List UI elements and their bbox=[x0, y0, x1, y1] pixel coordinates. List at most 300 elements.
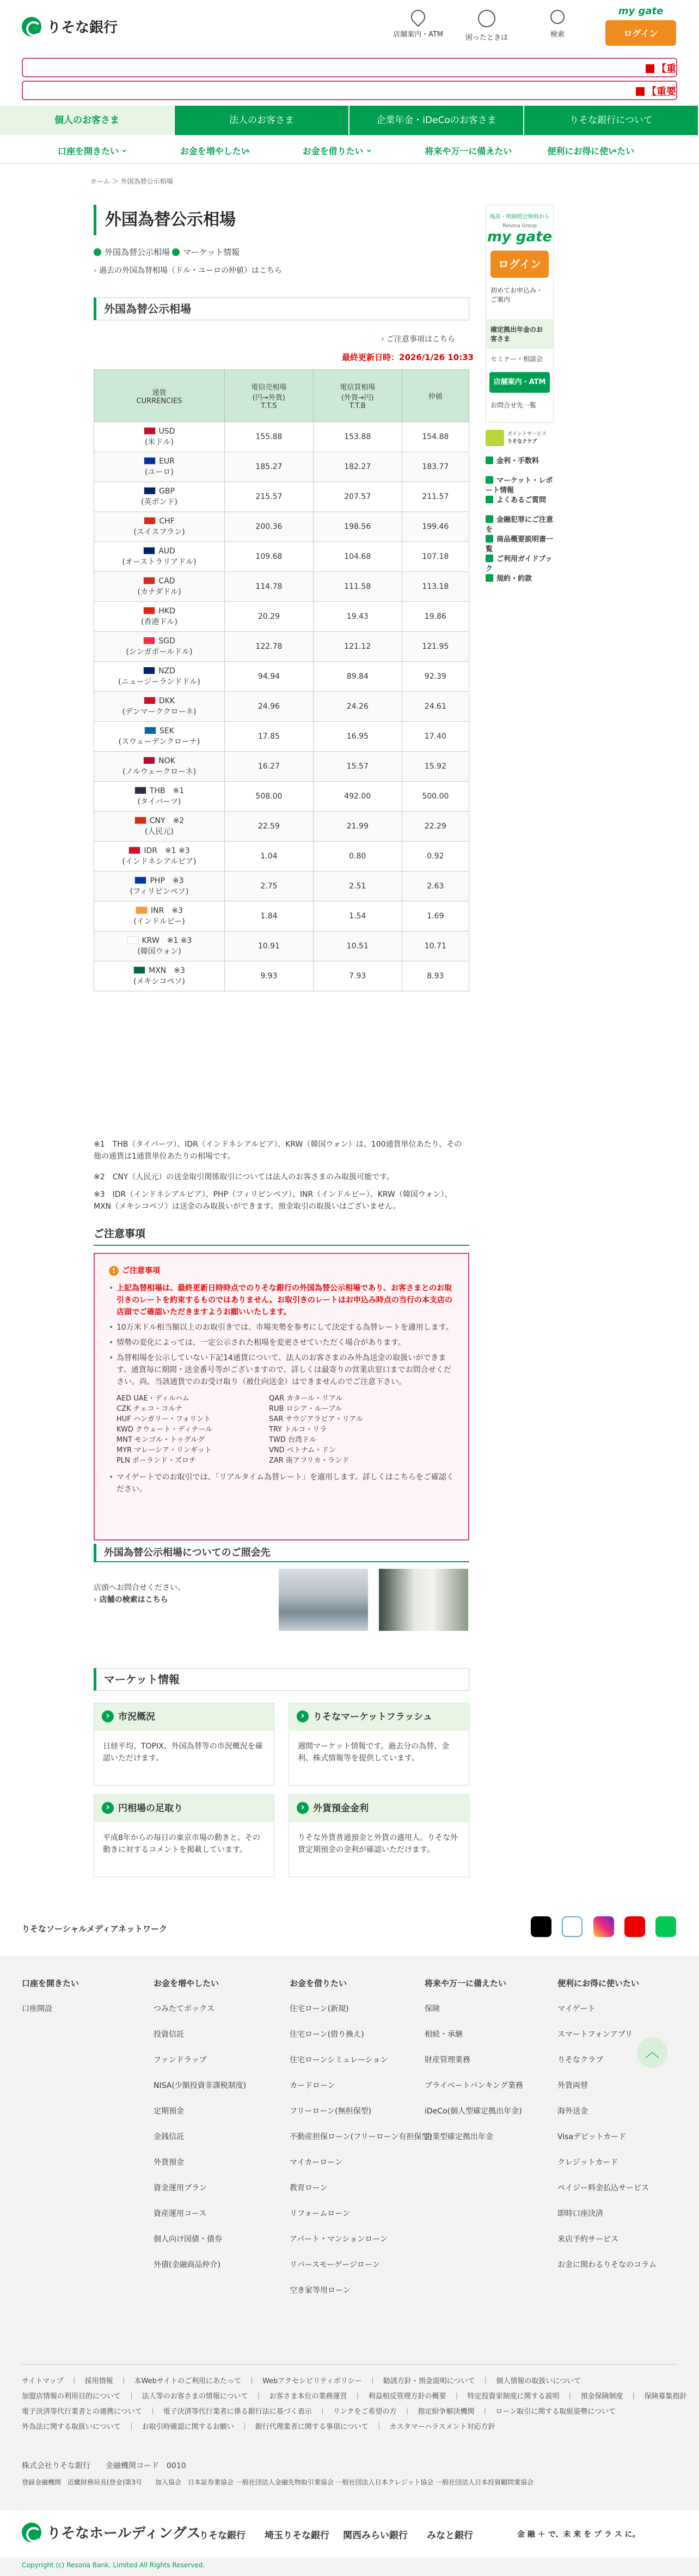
gnav-personal[interactable]: 個人のお客さま bbox=[0, 106, 175, 135]
market-card-text: 日経平均、TOPIX、外国為替等の市況概況を確認いただけます。 bbox=[103, 1742, 263, 1763]
group-bank[interactable]: りそな銀行 bbox=[199, 2530, 246, 2541]
flag-icon bbox=[143, 607, 155, 614]
currency-cell bbox=[94, 961, 225, 991]
currency-name: (タイバーツ) bbox=[137, 797, 181, 806]
rate-mid: 121.95 bbox=[402, 632, 469, 662]
sidebar-mygate-box bbox=[486, 205, 554, 423]
footer-column bbox=[290, 1977, 432, 2310]
currency-item: SAR サウジアラビア・リアル bbox=[269, 1415, 364, 1423]
mygate-brand: Resona Group bbox=[502, 223, 537, 229]
rate-mid: 8.93 bbox=[402, 961, 469, 991]
rate-mid: 183.77 bbox=[402, 452, 469, 482]
currency-name: (スウェーデンクローナ) bbox=[118, 738, 200, 746]
currency-code: CHF bbox=[159, 517, 175, 526]
rate-mid: 211.57 bbox=[402, 482, 469, 512]
rate-tts: 10.91 bbox=[225, 931, 314, 961]
footer-link[interactable]: 口座開設 bbox=[22, 2005, 52, 2013]
footnote-1: ※1 THB（タイバーツ）、IDR（インドネシアルピア）、KRW（韓国ウォン）は、100通貨単位あたり、その他の通貨は1通貨単位あたりの相場です。 bbox=[94, 1140, 462, 1161]
rate-mid: 22.29 bbox=[402, 812, 469, 842]
youtube-icon[interactable] bbox=[624, 1916, 645, 1937]
sidebar-club-banner[interactable] bbox=[486, 427, 554, 449]
note-item bbox=[109, 1282, 454, 1318]
footer-column bbox=[425, 1977, 523, 2157]
store-search-link[interactable] bbox=[94, 1594, 168, 1605]
list-icon bbox=[486, 476, 493, 484]
currency-name: (インドルピー) bbox=[133, 917, 185, 926]
rate-mid: 500.00 bbox=[402, 782, 469, 812]
site-header bbox=[0, 0, 699, 54]
sidebar-link[interactable] bbox=[486, 515, 554, 535]
rate-ttb: 7.93 bbox=[313, 961, 402, 991]
instagram-icon[interactable] bbox=[593, 1916, 614, 1937]
divider bbox=[22, 2364, 677, 2365]
x-icon[interactable] bbox=[531, 1916, 551, 1937]
currency-code: KRW ※1 ※3 bbox=[142, 936, 192, 945]
rate-tts: 155.88 bbox=[225, 422, 314, 452]
rate-ttb: 182.27 bbox=[313, 452, 402, 482]
contact-heading: 外国為替公示相場についてのご照会先 bbox=[94, 1544, 469, 1562]
rate-tts: 215.57 bbox=[225, 482, 314, 512]
gnav-corporate[interactable]: 法人のお客さま bbox=[175, 106, 350, 135]
rate-mid: 2.63 bbox=[402, 872, 469, 902]
rate-tts: 508.00 bbox=[225, 782, 314, 812]
rates-row bbox=[94, 512, 469, 542]
rate-mid: 24.61 bbox=[402, 692, 469, 722]
note-item: • 情勢の変化によっては、一定公示された相場を変更させていただく場合があります。 bbox=[109, 1337, 454, 1349]
footer-link[interactable]: 保険 bbox=[425, 2005, 440, 2013]
list-icon bbox=[486, 496, 493, 503]
rate-mid: 10.71 bbox=[402, 931, 469, 961]
footer-column-title: 便利にお得に使いたい bbox=[557, 1978, 640, 1988]
rate-tts: 185.27 bbox=[225, 452, 314, 482]
breadcrumb[interactable]: ホーム ＞ 外国為替公示相場 bbox=[90, 178, 173, 185]
search-label: 検索 bbox=[550, 31, 565, 39]
currency-name: (香港ドル) bbox=[141, 618, 177, 626]
group-bank[interactable]: 埼玉りそな銀行 bbox=[265, 2530, 329, 2541]
rate-tts: 24.96 bbox=[225, 692, 314, 722]
footer-link[interactable]: 相続・承継 bbox=[425, 2030, 463, 2039]
market-card[interactable] bbox=[289, 1794, 469, 1877]
rates-row bbox=[94, 692, 469, 722]
rates-row bbox=[94, 602, 469, 632]
footer-links[interactable]: 加盟店情報の利用目的について ｜ 法人等のお客さまの情報について ｜ お客さま本位の業務運営 ｜ 利益相反管理方針の概要 ｜ 特定投資家制度に関する説明 ｜ 預金保険制度 ｜ 保険募集指針 bbox=[22, 2392, 687, 2401]
rate-mid: 15.92 bbox=[402, 752, 469, 782]
footer-link[interactable]: Visaデビットカード bbox=[557, 2133, 627, 2141]
footer-link[interactable]: 投資信託 bbox=[154, 2030, 184, 2039]
currency-cell bbox=[94, 632, 225, 662]
help-link[interactable] bbox=[457, 10, 517, 42]
footer-link[interactable]: 住宅ローン(借り換え) bbox=[290, 2030, 364, 2039]
note-item: • 為替相場を公示していない下記14通貨について、法人のお客さまのみ外為送金の取扱いができます。通貨毎に期間・送金番号等がございますので、詳しくは最寄りの営業店窓口までお問合せください。尚、当該通貨でのお受け取り（被仕向送金）はできませんのでご注意下さい。 bbox=[109, 1352, 454, 1388]
list-icon bbox=[486, 555, 493, 562]
footer-link[interactable]: リフォームローン bbox=[290, 2209, 351, 2218]
sidebar-link-label: 商品概要説明書一覧 bbox=[486, 535, 554, 553]
note-item-text: 上記為替相場は、最終更新日時時点でのりそな銀行の外国為替公示相場であり、お客さまとのお取引きのレートを約束するものではありません。お取引きのレートはお申込み時点の当行の本支店の店頭でご確認いただきますようお願いいたします。 bbox=[116, 1284, 452, 1317]
link-market-label: マーケット情報 bbox=[183, 247, 240, 257]
currency-cell bbox=[94, 902, 225, 931]
currency-code: EUR bbox=[159, 457, 175, 466]
footer-link[interactable]: 空き家等用ローン bbox=[290, 2286, 351, 2295]
currency-code: DKK bbox=[158, 697, 175, 705]
rates-column-header: 仲値 bbox=[402, 370, 469, 422]
snav-prepare[interactable]: 将来や万一に備えたい ⌄ bbox=[410, 141, 533, 162]
copyright: Copyright (c) Resona Bank, Limited All Rights Reserved. bbox=[22, 2561, 205, 2569]
rate-tts: 2.75 bbox=[225, 872, 314, 902]
flag-icon bbox=[136, 906, 148, 914]
currency-code: THB ※1 bbox=[149, 787, 185, 795]
help-label: 困ったときは bbox=[465, 34, 508, 42]
snav-convenient[interactable]: 便利にお得に使いたい ⌄ bbox=[533, 141, 655, 162]
currency-item: VND ベトナム・ドン bbox=[269, 1446, 336, 1454]
footer-link[interactable]: リバースモーゲージローン bbox=[290, 2261, 380, 2269]
footer-link[interactable]: プライベートバンキング業務 bbox=[425, 2081, 523, 2090]
currency-cell bbox=[94, 602, 225, 632]
club-icon bbox=[486, 430, 504, 446]
sidebar-link[interactable] bbox=[486, 476, 554, 496]
footer-link[interactable]: お金に関わるりそなのコラム bbox=[557, 2261, 657, 2269]
rate-tts: 17.85 bbox=[225, 722, 314, 752]
currency-name: (韓国ウォン) bbox=[137, 947, 181, 956]
gnav-about[interactable]: りそな銀行について bbox=[524, 106, 699, 135]
flag-icon bbox=[144, 697, 156, 704]
rates-row bbox=[94, 722, 469, 752]
list-icon bbox=[486, 535, 493, 543]
notes-box-title: ! ご注意事項 bbox=[109, 1265, 454, 1277]
holdings-name: りそなホールディングス bbox=[47, 2525, 201, 2542]
holdings-bar bbox=[0, 2510, 699, 2557]
footer-link[interactable]: つみたてボックス bbox=[154, 2005, 214, 2013]
currency-item: TRY トルコ・リラ bbox=[269, 1426, 327, 1434]
rates-row bbox=[94, 572, 469, 602]
currency-cell bbox=[94, 482, 225, 512]
chevron-right-icon: › bbox=[381, 335, 384, 344]
snav-invest[interactable]: お金を増やしたい ⌄ bbox=[166, 141, 289, 162]
footer-link[interactable]: 教育ローン bbox=[290, 2184, 328, 2193]
footer-link[interactable]: ファンドラップ bbox=[154, 2056, 207, 2065]
rates-row bbox=[94, 961, 469, 991]
rate-tts: 9.93 bbox=[225, 961, 314, 991]
registration-info: 登録金融機関 近畿財務局長(登金)第3号 加入協会 日本証券業協会 一般社団法人金融先物取引業協会 一般社団法人日本クレジット協会 一般社団法人日本投資顧問業協会 bbox=[22, 2478, 534, 2486]
footnote-3: ※3 IDR（インドネシアルピア）、PHP（フィリピンペソ）、INR（インドルピー）、KRW（韓国ウォン）、MXN（メキシコペソ）は送金のみ取扱いができます。預金取引の取扱いはございません。 bbox=[94, 1190, 452, 1211]
sidebar-link[interactable] bbox=[486, 496, 554, 506]
search-icon bbox=[550, 10, 565, 24]
page-title: 外国為替公示相場 bbox=[94, 205, 469, 235]
rate-tts: 22.59 bbox=[225, 812, 314, 842]
market-card-title: › 市況概況 bbox=[94, 1703, 274, 1731]
group-bank[interactable]: みなと銀行 bbox=[427, 2530, 473, 2541]
footer-link[interactable]: 外債(金融商品仲介) bbox=[154, 2261, 220, 2269]
rate-mid: 92.39 bbox=[402, 662, 469, 692]
footer-link[interactable]: フリーローン(無担保型) bbox=[290, 2107, 372, 2116]
currency-name: (英ポンド) bbox=[141, 498, 177, 507]
divider bbox=[0, 163, 699, 164]
resona-logo-icon bbox=[22, 2523, 41, 2542]
currency-name: (フィリピンペソ) bbox=[130, 887, 189, 896]
rate-ttb: 24.26 bbox=[313, 692, 402, 722]
market-card-text: 平成8年からの毎日の東京市場の動きと、その動きに対するコメントを掲載しています。 bbox=[103, 1834, 260, 1854]
sidebar-link[interactable] bbox=[486, 555, 554, 574]
rate-mid: 113.18 bbox=[402, 572, 469, 602]
link-rates-label: 外国為替公示相場 bbox=[105, 247, 170, 257]
group-bank[interactable]: 関西みらい銀行 bbox=[343, 2530, 408, 2541]
rate-mid: 0.92 bbox=[402, 842, 469, 872]
alert-banner-1[interactable] bbox=[22, 58, 677, 77]
rates-row bbox=[94, 752, 469, 782]
rate-tts: 1.04 bbox=[225, 842, 314, 872]
footer-link[interactable]: スマートフォンアプリ bbox=[557, 2030, 633, 2039]
rate-ttb: 207.57 bbox=[313, 482, 402, 512]
snav-open-account[interactable]: 口座を開きたい ⌄ bbox=[44, 141, 166, 162]
link-past-rates-label: 過去の外国為替相場（ドル・ユーロの仲値）はこちら bbox=[99, 266, 283, 275]
rate-ttb: 15.57 bbox=[313, 752, 402, 782]
currency-name: (デンマーククローネ) bbox=[122, 708, 197, 716]
currency-cell bbox=[94, 662, 225, 692]
snav-borrow[interactable]: お金を借りたい ⌄ bbox=[289, 141, 411, 162]
flag-icon bbox=[144, 727, 156, 734]
branch-photo bbox=[279, 1569, 368, 1631]
footer-link[interactable]: カードローン bbox=[290, 2081, 335, 2090]
rates-row bbox=[94, 452, 469, 482]
rate-tts: 200.36 bbox=[225, 512, 314, 542]
slogan: 金 融 ＋ で、未 来 を プ ラ ス に。 bbox=[517, 2530, 640, 2539]
footer-link[interactable]: 来店予約サービス bbox=[557, 2235, 618, 2244]
footer-link[interactable]: 財産管理業務 bbox=[425, 2056, 470, 2065]
currency-code: IDR ※1 ※3 bbox=[144, 847, 190, 855]
footer-link[interactable]: りそなクラブ bbox=[557, 2056, 603, 2065]
market-card-title: › 外貨預金金利 bbox=[289, 1795, 469, 1822]
sidebar-link[interactable] bbox=[486, 535, 554, 555]
rates-row bbox=[94, 482, 469, 512]
line-icon[interactable] bbox=[655, 1916, 676, 1937]
sidebar-link[interactable]: お問合せ先一覧 bbox=[490, 401, 537, 409]
mail-icon[interactable] bbox=[562, 1916, 582, 1937]
rate-ttb: 104.68 bbox=[313, 542, 402, 572]
rate-ttb: 89.84 bbox=[313, 662, 402, 692]
logo-text: りそな銀行 bbox=[47, 20, 118, 36]
currency-code: MXN ※3 bbox=[149, 966, 185, 975]
note-item: • 10万米ドル相当額以上のお取引きでは、市場実勢を参考にして決定する為替レートを適用します。 bbox=[109, 1322, 454, 1333]
currency-item: TWD 台湾ドル bbox=[269, 1436, 316, 1444]
arrow-icon bbox=[94, 248, 101, 256]
rate-mid: 199.46 bbox=[402, 512, 469, 542]
footer-link[interactable]: 即時口座決済 bbox=[557, 2209, 603, 2218]
currency-cell bbox=[94, 512, 225, 542]
footer-link[interactable]: クレジットカード bbox=[557, 2158, 618, 2167]
currency-code: NOK bbox=[158, 757, 175, 765]
notes-link-label: ご注意事項はこちら bbox=[387, 335, 456, 344]
footer-link[interactable]: 海外送金 bbox=[557, 2107, 588, 2116]
rate-tts: 94.94 bbox=[225, 662, 314, 692]
search-link[interactable] bbox=[528, 10, 587, 39]
rate-ttb: 492.00 bbox=[313, 782, 402, 812]
sidebar-link-label: ご利用ガイドブック bbox=[486, 555, 553, 573]
currency-item: KWD クウェート・ディナール bbox=[116, 1426, 213, 1434]
footer-link[interactable]: 資金運用プラン bbox=[154, 2184, 207, 2193]
notes-box bbox=[94, 1253, 469, 1540]
map-pin-icon bbox=[408, 7, 428, 27]
staff-photo bbox=[379, 1569, 468, 1631]
note-item[interactable]: • マイゲートでのお取引では、「リアルタイム為替レート」を適用します。詳しくはこちらをご確認ください。 bbox=[109, 1471, 454, 1495]
flag-icon bbox=[128, 847, 140, 854]
store-atm-label: 店舗案内・ATM bbox=[393, 31, 444, 39]
rate-ttb: 153.88 bbox=[313, 422, 402, 452]
currency-code: SGD bbox=[158, 637, 175, 645]
footer-column-title: 将来や万一に備えたい bbox=[425, 1978, 507, 1988]
link-market[interactable] bbox=[172, 246, 240, 258]
footer-link[interactable]: マイゲート bbox=[557, 2005, 596, 2013]
list-icon bbox=[486, 456, 493, 464]
link-rates[interactable] bbox=[94, 246, 170, 258]
sidebar-store-button[interactable]: 店舗案内・ATM bbox=[489, 372, 550, 393]
rates-row bbox=[94, 902, 469, 931]
alert-tag: 【重 bbox=[646, 61, 676, 75]
flag-icon bbox=[134, 817, 146, 824]
market-card[interactable] bbox=[94, 1703, 274, 1786]
currency-name: (米ドル) bbox=[145, 438, 174, 447]
resona-logo[interactable] bbox=[22, 16, 118, 36]
currency-name: (オーストラリアドル) bbox=[122, 558, 197, 567]
rate-ttb: 111.58 bbox=[313, 572, 402, 602]
mygate-header bbox=[605, 5, 676, 46]
market-card[interactable] bbox=[94, 1794, 274, 1877]
currency-code: AUD bbox=[158, 547, 175, 556]
rates-row bbox=[94, 872, 469, 902]
sidebar-link-label: 金融犯罪にご注意を bbox=[486, 516, 554, 534]
currency-cell bbox=[94, 872, 225, 902]
sidebar-link[interactable]: セミナー・相談会 bbox=[490, 355, 543, 363]
rate-mid: 154.88 bbox=[402, 422, 469, 452]
sidebar-login-button[interactable]: ログイン bbox=[490, 251, 549, 278]
currency-name: (スイスフラン) bbox=[133, 528, 185, 537]
store-atm-link[interactable] bbox=[388, 10, 448, 39]
market-card-text: 週間マーケット情報です。過去分の為替、金利、株式情報等を提供しています。 bbox=[298, 1742, 450, 1763]
rates-row bbox=[94, 542, 469, 572]
alert-tag: 【重要 bbox=[636, 84, 676, 98]
currency-cell bbox=[94, 422, 225, 452]
currency-item: QAR カタール・リアル bbox=[269, 1394, 343, 1403]
rate-mid: 1.69 bbox=[402, 902, 469, 931]
rate-ttb: 19.43 bbox=[313, 602, 402, 632]
notes-link[interactable] bbox=[381, 333, 455, 344]
arrow-icon bbox=[172, 248, 180, 256]
rate-tts: 122.78 bbox=[225, 632, 314, 662]
footer-link[interactable]: 資産運用コース bbox=[154, 2209, 207, 2218]
gnav-pension[interactable]: 企業年金・iDeCoのお客さま bbox=[350, 106, 524, 135]
sidebar-link[interactable] bbox=[486, 456, 554, 466]
resona-logo-icon bbox=[22, 17, 41, 36]
rates-column-header: 電信売相場 (円→外貨) T.T.S bbox=[225, 370, 314, 422]
currency-code: SEK bbox=[160, 727, 174, 735]
footer-link[interactable]: 外貨両替 bbox=[557, 2081, 588, 2090]
currency-name: (ユーロ) bbox=[145, 468, 174, 477]
company-info: 株式会社りそな銀行 金融機関コード 0010 bbox=[22, 2462, 186, 2470]
rate-ttb: 121.12 bbox=[313, 632, 402, 662]
rates-row bbox=[94, 782, 469, 812]
currency-code: PHP ※3 bbox=[150, 876, 184, 885]
rates-column-header: 通貨 CURRENCIES bbox=[94, 370, 225, 422]
footnote-2: ※2 CNY（人民元）の送金取引関係取引については法人のお客さまのみ取扱可能です。 bbox=[94, 1173, 395, 1182]
chevron-right-icon: › bbox=[94, 266, 97, 275]
club-caption: ポイントサービス bbox=[507, 431, 547, 437]
flag-icon bbox=[127, 936, 139, 944]
rate-tts: 1.84 bbox=[225, 902, 314, 931]
footer-column bbox=[22, 1977, 79, 2029]
back-to-top-button[interactable] bbox=[637, 2037, 667, 2068]
list-icon bbox=[486, 515, 493, 523]
sidebar-link[interactable] bbox=[486, 574, 554, 584]
flag-icon bbox=[144, 427, 156, 435]
footer-column bbox=[154, 1977, 246, 2285]
market-card-text: りそな外貨普通預金と外貨の適用人。りそな外貨定期預金の金利が確認いただけます。 bbox=[298, 1834, 458, 1854]
footer-column-title: お金を増やしたい bbox=[154, 1978, 219, 1988]
rate-mid: 19.86 bbox=[402, 602, 469, 632]
footer-link[interactable]: ペイジー料金払込サービス bbox=[557, 2184, 649, 2193]
alert-banner-2[interactable] bbox=[22, 81, 677, 100]
footer-link[interactable]: 外貨預金 bbox=[154, 2158, 184, 2167]
footer-link[interactable]: 住宅ローンシミュレーション bbox=[290, 2056, 388, 2065]
footer-link[interactable]: マイカーローン bbox=[290, 2158, 343, 2167]
chevron-up-icon: ︿ bbox=[645, 2044, 659, 2061]
footer-links[interactable]: 電子決済等代行業者との連携について ｜ 電子決済等代行業者に係る銀行法に基づく表示 ｜ リンクをご希望の方 ｜ 指定紛争解決機関 ｜ ローン取引に関する取組姿勢について bbox=[22, 2408, 616, 2416]
currency-code: INR ※3 bbox=[151, 906, 183, 915]
rate-ttb: 2.51 bbox=[313, 872, 402, 902]
currency-name: (カナダドル) bbox=[137, 588, 181, 596]
currency-name: (インドネシアルピア) bbox=[122, 857, 197, 866]
footer-links[interactable]: 外為法に関する取扱いについて ｜ お取引時確認に関するお願い ｜ 銀行代理業者に関する事項について ｜ カスタマーハラスメント対応方針 bbox=[22, 2423, 495, 2431]
footer-link[interactable]: 金銭信託 bbox=[154, 2133, 184, 2141]
mygate-logo: my gate bbox=[618, 5, 664, 17]
sidebar-link[interactable]: 確定拠出年金のお客さま bbox=[486, 319, 553, 349]
flag-icon bbox=[144, 487, 156, 495]
currency-name: (ノルウェークローネ) bbox=[122, 768, 197, 776]
rate-ttb: 16.95 bbox=[313, 722, 402, 752]
footer-links[interactable]: サイトマップ ｜ 採用情報 ｜ 本Webサイトのご利用にあたって ｜ Webアクセシビリティポリシー ｜ 勧誘方針・預金説明について ｜ 個人情報の取扱いについて bbox=[22, 2377, 581, 2385]
rate-tts: 16.27 bbox=[225, 752, 314, 782]
currency-list bbox=[116, 1393, 421, 1466]
footer-link[interactable]: 不動産担保ローン(フリーローン有担保型) bbox=[290, 2133, 432, 2141]
currency-item: CZK チェコ・コルナ bbox=[116, 1405, 183, 1413]
footer-link[interactable]: アパート・マンションローン bbox=[290, 2235, 388, 2244]
currency-cell bbox=[94, 931, 225, 961]
footer-link[interactable]: 定期預金 bbox=[154, 2107, 184, 2116]
header-login-button[interactable]: ログイン bbox=[605, 20, 676, 46]
notes-heading: ご注意事項 bbox=[94, 1226, 469, 1246]
club-label: りそなクラブ bbox=[507, 439, 537, 444]
holdings-logo[interactable] bbox=[22, 2522, 201, 2542]
footer-link[interactable]: 企業型確定拠出年金 bbox=[425, 2133, 493, 2141]
sidebar-link-label: 規約・約款 bbox=[496, 575, 532, 583]
footer-link[interactable]: iDeCo(個人型確定拠出年金) bbox=[425, 2107, 522, 2116]
currency-code: CNY ※2 bbox=[149, 817, 185, 825]
currency-cell bbox=[94, 452, 225, 482]
footer-link[interactable]: 個人向け国債・債券 bbox=[154, 2235, 222, 2244]
flag-icon bbox=[144, 517, 156, 525]
footer-link[interactable]: 住宅ローン(新規) bbox=[290, 2005, 349, 2013]
market-card[interactable] bbox=[289, 1703, 469, 1786]
rate-ttb: 1.54 bbox=[313, 902, 402, 931]
flag-icon bbox=[143, 577, 155, 584]
flag-icon bbox=[134, 876, 146, 884]
sidebar-link[interactable]: 初めてお申込み・ご案内 bbox=[490, 287, 543, 303]
store-search-label: 店舗の検索はこちら bbox=[99, 1595, 168, 1604]
rates-table bbox=[94, 369, 469, 991]
currency-name: (人民元) bbox=[145, 827, 174, 836]
footer-link[interactable]: NISA(少額投資非課税制度) bbox=[154, 2081, 247, 2090]
rate-mid: 107.18 bbox=[402, 542, 469, 572]
link-past-rates[interactable] bbox=[94, 265, 282, 276]
global-nav bbox=[0, 106, 699, 135]
sub-nav bbox=[44, 141, 655, 162]
